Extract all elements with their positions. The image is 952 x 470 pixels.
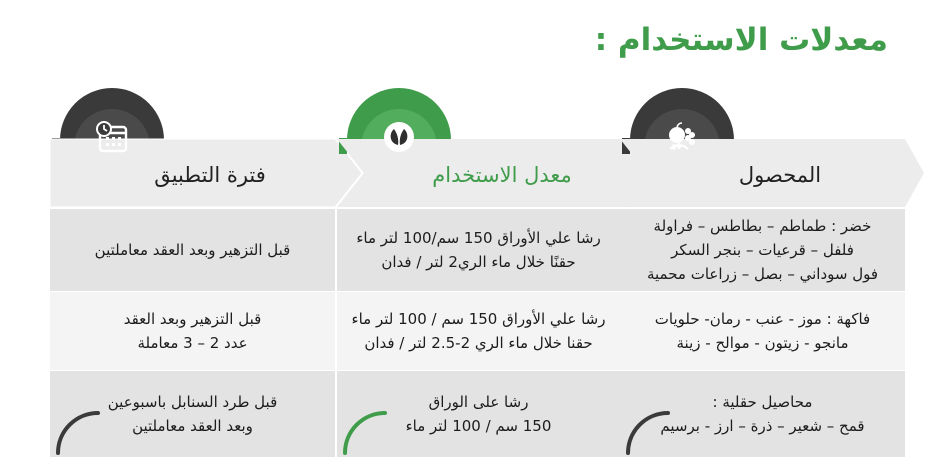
- fruits-grains-icon: [664, 119, 700, 155]
- corner-arc: [54, 407, 114, 457]
- table-cell: قبل طرد السنابل باسبوعين وبعد العقد معاملتين: [50, 371, 335, 457]
- table-cell: رشا على الوراق 150 سم / 100 لتر ماء: [337, 371, 620, 457]
- table-cell: رشا علي الأوراق 150 سم/100 لتر ماء حقنًا خلال ماء الري2 لتر / فدان: [337, 209, 620, 291]
- page-title: معدلات الاستخدام :: [594, 22, 888, 58]
- table-cell: قبل التزهير وبعد العقد عدد 2 – 3 معاملة: [50, 292, 335, 370]
- column-header: فترة التطبيق: [154, 163, 266, 187]
- column-header: معدل الاستخدام: [432, 163, 572, 187]
- corner-arc: [341, 407, 401, 457]
- table-cell: رشا علي الأوراق 150 سم / 100 لتر ماء حقنا خلال ماء الري 2-2.5 لتر / فدان: [337, 292, 620, 370]
- table-cell: فاكهة : موز - عنب - رمان- حلويات مانجو - زيتون - موالح - زينة: [620, 292, 905, 370]
- corner-arc: [624, 407, 684, 457]
- leaves-icon: [381, 119, 417, 155]
- calendar-clock-icon: [94, 119, 130, 155]
- table-cell: محاصيل حقلية : قمح – شعير – ذرة – ارز - برسيم: [620, 371, 905, 457]
- table-cell: خضر : طماطم – بطاطس – فراولة فلفل – قرعيات – بنجر السكر فول سوداني – بصل – زراعات محمية: [620, 209, 905, 291]
- column-header: المحصول: [738, 163, 822, 187]
- table-cell: قبل التزهير وبعد العقد معاملتين: [50, 209, 335, 291]
